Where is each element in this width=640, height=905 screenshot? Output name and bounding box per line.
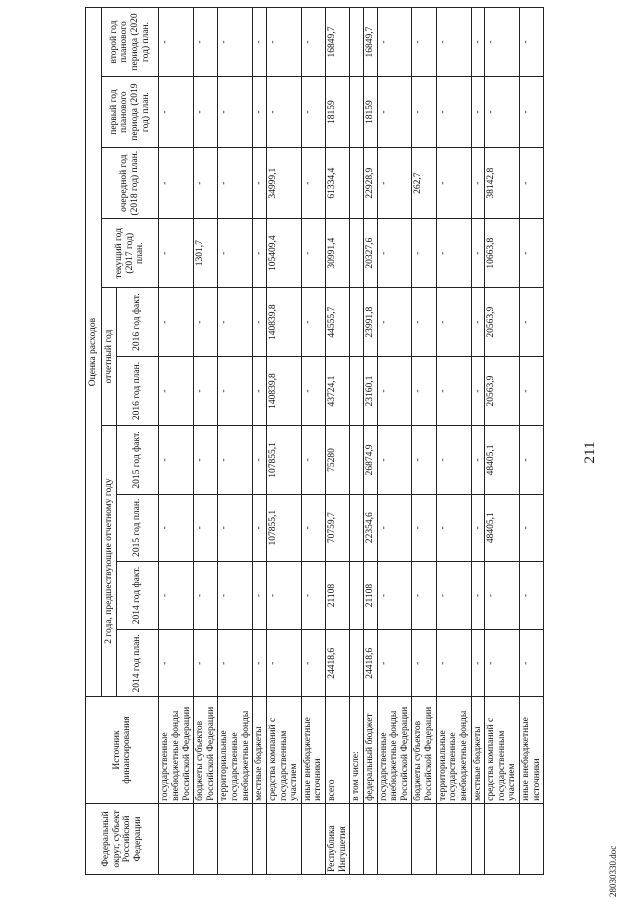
value-cell: 26874,9 [363, 425, 377, 494]
value-cell: - [218, 561, 253, 630]
value-cell: - [194, 561, 218, 630]
value-cell: 20563,9 [485, 288, 520, 357]
table-row [377, 8, 412, 875]
value-cell: - [436, 357, 471, 426]
region-cell [485, 803, 520, 874]
value-cell: - [194, 8, 218, 77]
value-cell: - [253, 630, 267, 697]
value-cell: - [159, 425, 194, 494]
region-cell [253, 803, 267, 874]
table-row [301, 8, 325, 875]
value-cell: - [485, 630, 520, 697]
value-cell: 107855,1 [266, 425, 301, 494]
value-cell: - [520, 494, 544, 561]
region-cell [377, 803, 412, 874]
region-cell [194, 803, 218, 874]
value-cell [350, 77, 364, 148]
region-cell [412, 803, 436, 874]
source-cell: бюджеты субъектов Российской Федерации [412, 697, 436, 804]
value-cell: - [301, 494, 325, 561]
value-cell: - [520, 148, 544, 219]
value-cell: 44555,7 [326, 288, 350, 357]
region-cell [266, 803, 301, 874]
value-cell: - [159, 148, 194, 219]
header-first-plan-year: первый год планового периода (2019 год) план. [101, 77, 159, 148]
value-cell: - [301, 561, 325, 630]
value-cell: 140839,8 [266, 288, 301, 357]
region-cell [363, 803, 377, 874]
value-cell: - [436, 219, 471, 288]
table-row [350, 8, 364, 875]
source-cell: государственные внебюджетные фонды Российской Федерации [159, 697, 194, 804]
value-cell: 24418,6 [326, 630, 350, 697]
value-cell: - [194, 148, 218, 219]
header-2015-fact: 2015 год факт. [117, 425, 159, 494]
value-cell: - [218, 219, 253, 288]
value-cell [350, 357, 364, 426]
value-cell: 107855,1 [266, 494, 301, 561]
value-cell: - [253, 561, 267, 630]
value-cell: - [412, 561, 436, 630]
value-cell: - [471, 494, 485, 561]
value-cell: 48405,1 [485, 494, 520, 561]
value-cell: - [436, 561, 471, 630]
value-cell: - [436, 288, 471, 357]
header-2016-plan: 2016 год план. [117, 357, 159, 426]
value-cell: - [520, 630, 544, 697]
value-cell: - [412, 77, 436, 148]
table-row [253, 8, 267, 875]
header-source: Источник финансирования [86, 697, 159, 804]
value-cell: - [218, 148, 253, 219]
value-cell: - [436, 8, 471, 77]
value-cell: - [253, 77, 267, 148]
value-cell: - [485, 8, 520, 77]
value-cell [350, 288, 364, 357]
expenses-table [85, 7, 544, 875]
source-cell: местные бюджеты [471, 697, 485, 804]
header-region: Федеральный округ, субъект Российской Федерации [86, 803, 159, 874]
value-cell: - [218, 630, 253, 697]
value-cell: - [159, 288, 194, 357]
region-cell [520, 803, 544, 874]
value-cell: 43724,1 [326, 357, 350, 426]
value-cell: - [194, 630, 218, 697]
value-cell: - [159, 219, 194, 288]
table-row [471, 8, 485, 875]
source-cell: бюджеты субъектов Российской Федерации [194, 697, 218, 804]
source-cell: государственные внебюджетные фонды Российской Федерации [377, 697, 412, 804]
value-cell: - [301, 148, 325, 219]
value-cell: - [377, 357, 412, 426]
value-cell: - [471, 425, 485, 494]
value-cell: - [471, 288, 485, 357]
source-cell: средства компаний с государственным участием [266, 697, 301, 804]
value-cell: - [194, 494, 218, 561]
value-cell: - [159, 77, 194, 148]
value-cell: - [301, 8, 325, 77]
value-cell: 16849,7 [326, 8, 350, 77]
table-row [520, 8, 544, 875]
value-cell: - [301, 288, 325, 357]
value-cell: 18159 [326, 77, 350, 148]
table-row [436, 8, 471, 875]
value-cell: - [485, 77, 520, 148]
value-cell: - [412, 357, 436, 426]
value-cell: - [194, 77, 218, 148]
value-cell: - [520, 8, 544, 77]
value-cell: - [301, 357, 325, 426]
value-cell: - [253, 357, 267, 426]
value-cell: - [520, 77, 544, 148]
value-cell: - [301, 77, 325, 148]
region-cell [218, 803, 253, 874]
value-cell: - [412, 288, 436, 357]
value-cell: - [377, 630, 412, 697]
value-cell: - [253, 148, 267, 219]
source-cell: территориальные государственные внебюджетные фонды [436, 697, 471, 804]
header-2014-plan: 2014 год план. [117, 630, 159, 697]
value-cell: - [471, 630, 485, 697]
value-cell: 18159 [363, 77, 377, 148]
value-cell: - [377, 288, 412, 357]
header-second-plan-year: второй год планового периода (2020 год) план. [101, 8, 159, 77]
header-group-report: отчетный год [101, 288, 117, 426]
value-cell: - [412, 8, 436, 77]
value-cell: - [377, 148, 412, 219]
value-cell: - [471, 148, 485, 219]
value-cell: - [436, 148, 471, 219]
value-cell: - [520, 219, 544, 288]
table-row [218, 8, 253, 875]
table-row [326, 8, 350, 875]
region-cell [301, 803, 325, 874]
value-cell: 23160,1 [363, 357, 377, 426]
table-row [363, 8, 377, 875]
value-cell: - [520, 288, 544, 357]
value-cell: - [436, 77, 471, 148]
value-cell: - [377, 77, 412, 148]
value-cell: - [159, 494, 194, 561]
footer-filename: 28030330.doc [608, 845, 618, 897]
value-cell: - [218, 425, 253, 494]
value-cell: 23991,8 [363, 288, 377, 357]
value-cell: - [301, 630, 325, 697]
value-cell: 24418,6 [363, 630, 377, 697]
value-cell: 70759,7 [326, 494, 350, 561]
value-cell: - [471, 8, 485, 77]
value-cell [350, 494, 364, 561]
value-cell: - [159, 561, 194, 630]
value-cell: - [159, 357, 194, 426]
region-cell: Республика Ингушетия [326, 803, 350, 874]
value-cell: - [412, 219, 436, 288]
value-cell: - [253, 288, 267, 357]
value-cell: 61334,4 [326, 148, 350, 219]
value-cell: 140839,8 [266, 357, 301, 426]
header-next-year: очередной год (2018 год) план. [101, 148, 159, 219]
value-cell: - [266, 561, 301, 630]
value-cell: - [194, 288, 218, 357]
region-cell [159, 803, 194, 874]
value-cell: - [520, 561, 544, 630]
value-cell: - [266, 77, 301, 148]
source-cell: федеральный бюджет [363, 697, 377, 804]
region-cell [471, 803, 485, 874]
value-cell [350, 630, 364, 697]
value-cell: - [218, 8, 253, 77]
value-cell: - [218, 357, 253, 426]
value-cell: - [253, 494, 267, 561]
value-cell: - [266, 8, 301, 77]
value-cell: 105409,4 [266, 219, 301, 288]
source-cell: в том числе: [350, 697, 364, 804]
value-cell: 21108 [363, 561, 377, 630]
value-cell: - [436, 494, 471, 561]
table-row [266, 8, 301, 875]
header-2016-fact: 2016 год факт. [117, 288, 159, 357]
value-cell: 38142,8 [485, 148, 520, 219]
value-cell: - [253, 425, 267, 494]
value-cell: - [436, 630, 471, 697]
value-cell: - [471, 219, 485, 288]
value-cell: - [412, 425, 436, 494]
source-cell: территориальные государственные внебюджетные фонды [218, 697, 253, 804]
table-body [159, 8, 544, 875]
value-cell: 16849,7 [363, 8, 377, 77]
header-group-prior: 2 года, предшествующие отчетному году [101, 425, 117, 696]
value-cell: - [520, 357, 544, 426]
value-cell: 22928,9 [363, 148, 377, 219]
value-cell: - [266, 630, 301, 697]
region-cell [436, 803, 471, 874]
value-cell: 262,7 [412, 148, 436, 219]
value-cell: - [253, 8, 267, 77]
table-row [194, 8, 218, 875]
value-cell: 30991,4 [326, 219, 350, 288]
value-cell: 20327,6 [363, 219, 377, 288]
value-cell: - [520, 425, 544, 494]
value-cell: 22354,6 [363, 494, 377, 561]
value-cell: - [412, 494, 436, 561]
value-cell: - [194, 357, 218, 426]
value-cell: - [377, 219, 412, 288]
value-cell: 48405,1 [485, 425, 520, 494]
value-cell: - [377, 561, 412, 630]
value-cell: - [377, 494, 412, 561]
value-cell [350, 425, 364, 494]
source-cell: иные внебюджетные источники [520, 697, 544, 804]
value-cell: - [218, 288, 253, 357]
header-2015-plan: 2015 год план. [117, 494, 159, 561]
value-cell [350, 148, 364, 219]
value-cell: - [253, 219, 267, 288]
value-cell: - [301, 425, 325, 494]
value-cell: - [412, 630, 436, 697]
value-cell: - [471, 77, 485, 148]
region-cell [350, 803, 364, 874]
value-cell: - [377, 425, 412, 494]
value-cell: - [159, 8, 194, 77]
table-row [159, 8, 194, 875]
value-cell: 1301,7 [194, 219, 218, 288]
value-cell: - [471, 561, 485, 630]
value-cell: - [218, 77, 253, 148]
source-cell: средства компаний с государственным участием [485, 697, 520, 804]
header-2014-fact: 2014 год факт. [117, 561, 159, 630]
value-cell: 10663,8 [485, 219, 520, 288]
value-cell [350, 219, 364, 288]
value-cell: 20563,9 [485, 357, 520, 426]
value-cell: - [194, 425, 218, 494]
table-row [485, 8, 520, 875]
value-cell: 75280 [326, 425, 350, 494]
value-cell: - [377, 8, 412, 77]
value-cell: - [471, 357, 485, 426]
value-cell: - [485, 561, 520, 630]
header-estimate: Оценка расходов [86, 8, 102, 697]
value-cell [350, 561, 364, 630]
page-number: 211 [582, 441, 598, 464]
value-cell: - [159, 630, 194, 697]
source-cell: всего [326, 697, 350, 804]
value-cell [350, 8, 364, 77]
header-current-year: текущий год (2017 год) план. [101, 219, 159, 288]
value-cell: 21108 [326, 561, 350, 630]
value-cell: - [301, 219, 325, 288]
value-cell: 34999,1 [266, 148, 301, 219]
source-cell: иные внебюджетные источники [301, 697, 325, 804]
source-cell: местные бюджеты [253, 697, 267, 804]
table-row [412, 8, 436, 875]
value-cell: - [218, 494, 253, 561]
value-cell: - [436, 425, 471, 494]
